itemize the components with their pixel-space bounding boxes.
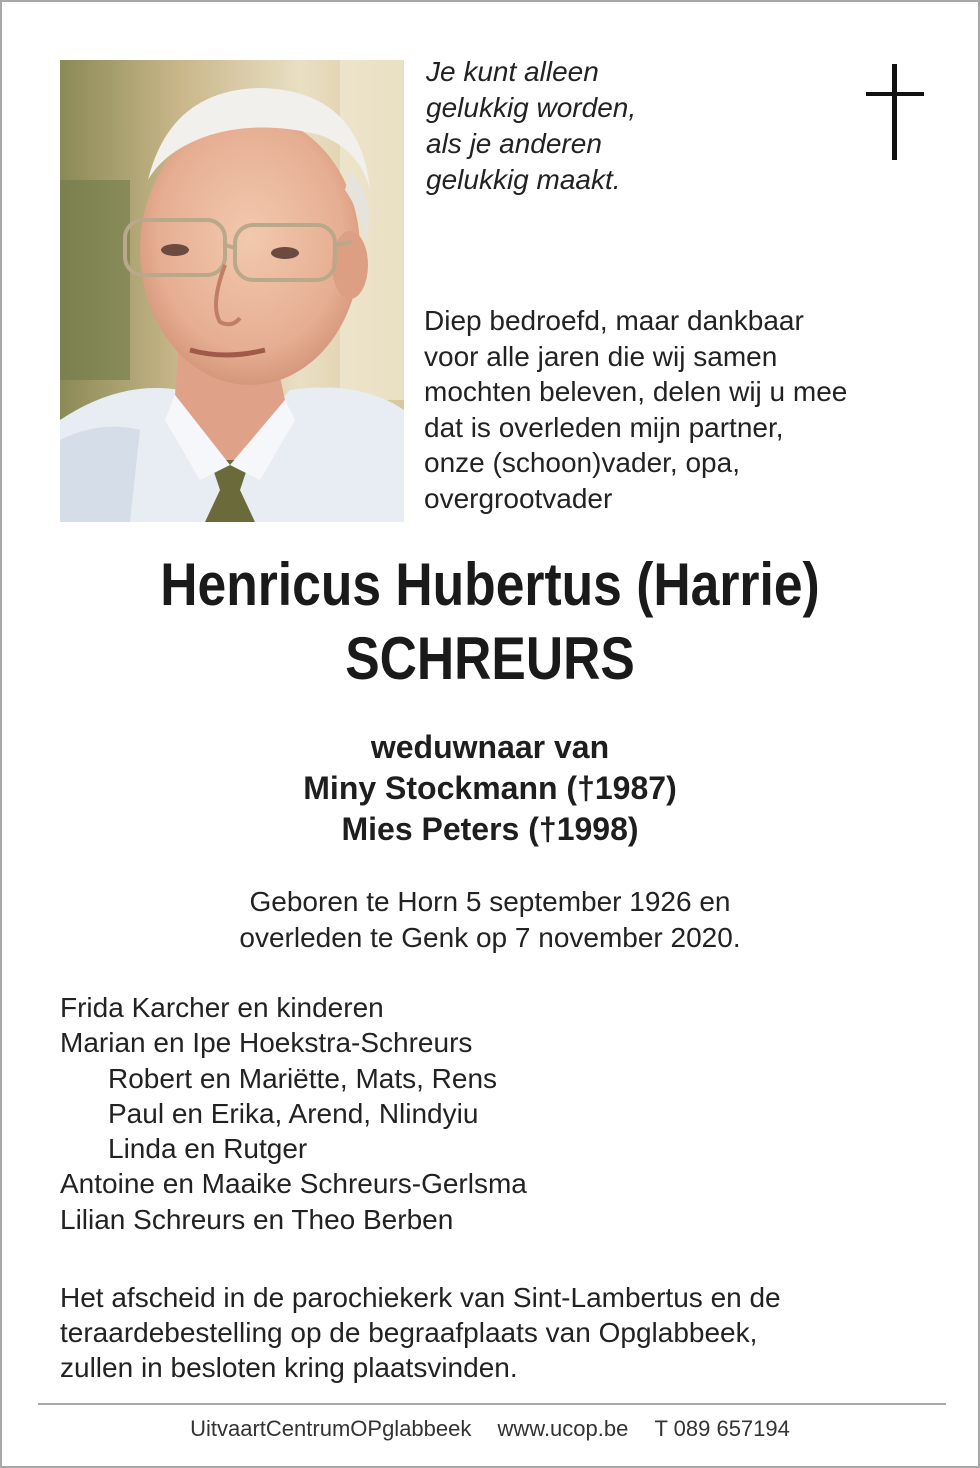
family-list [60,990,527,1237]
farewell-line: zullen in besloten kring plaatsvinden. [60,1352,518,1383]
deceased-first-names: Henricus Hubertus (Harrie) [160,551,820,618]
widower-label: weduwnaar van [370,729,610,765]
quote-line: gelukkig worden, [426,92,637,123]
intro-line: voor alle jaren die wij samen [424,340,778,372]
quote-line: als je anderen [426,128,602,159]
deceased-surname: SCHREURS [345,625,635,692]
family-member: Lilian Schreurs en Theo Berben [60,1203,454,1235]
footer-phone: T 089 657194 [654,1416,790,1441]
farewell-notice [60,1280,781,1385]
family-member: Paul en Erika, Arend, Nlindyiu [108,1097,479,1129]
death-line: overleden te Genk op 7 november 2020. [239,922,741,953]
family-member: Marian en Ipe Hoekstra-Schreurs [60,1027,473,1059]
family-member: Robert en Mariëtte, Mats, Rens [108,1062,498,1094]
farewell-line: Het afscheid in de parochiekerk van Sint-Lambertus en de [60,1282,781,1313]
portrait-photo [60,60,404,522]
spouse-name: Mies Peters (†1998) [341,811,639,847]
footer-website[interactable]: www.ucop.be [497,1416,629,1441]
portrait-image [60,60,404,522]
quote [426,54,636,198]
family-member: Antoine en Maaike Schreurs-Gerlsma [60,1168,527,1200]
spouse-name: Miny Stockmann (†1987) [303,770,677,806]
intro-line: mochten beleven, delen wij u mee [424,376,848,407]
footer [2,1414,978,1444]
widower-block [2,727,978,850]
family-member: Linda en Rutger [108,1133,308,1165]
intro-line: overgrootvader [424,482,613,514]
intro-line: dat is overleden mijn partner, [424,411,784,443]
quote-line: gelukkig maakt. [426,164,621,195]
footer-company: UitvaartCentrumOPglabbeek [190,1416,472,1441]
life-dates [2,884,978,956]
farewell-line: teraardebestelling op de begraafplaats van Opglabbeek, [60,1317,758,1348]
quote-line: Je kunt alleen [426,56,599,87]
deceased-name [70,548,909,696]
footer-divider [38,1403,946,1405]
family-member: Frida Karcher en kinderen [60,992,384,1023]
intro-text [424,303,847,516]
intro-line: onze (schoon)vader, opa, [424,447,740,478]
intro-line: Diep bedroefd, maar dankbaar [424,305,804,336]
cross-icon [864,62,926,162]
birth-line: Geboren te Horn 5 september 1926 en [249,886,731,917]
